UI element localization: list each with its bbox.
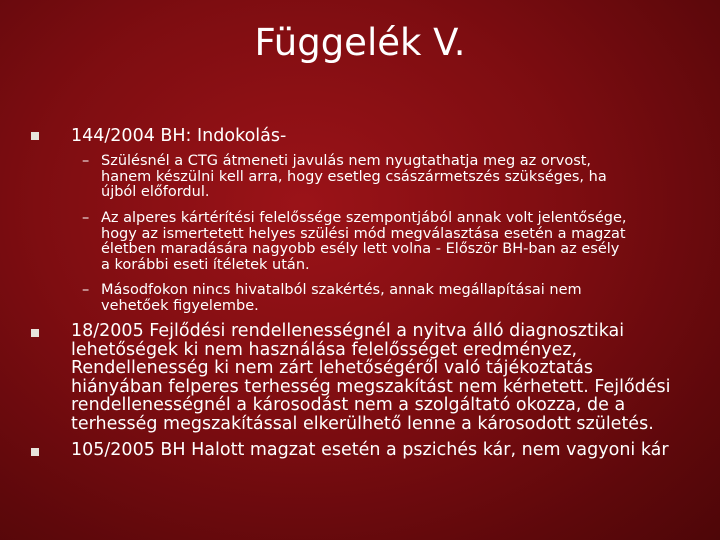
bullet-3-text <box>71 441 669 460</box>
text-line: a korábbi eseti ítéletek után. <box>101 256 310 273</box>
sub-item-1-text <box>101 154 607 201</box>
slide-title: Függelék V. <box>254 21 466 64</box>
text-line: Rendellenesség ki nem zárt lehetőségéről való tájékoztatás <box>71 358 593 379</box>
text-line: Másodfokon nincs hivatalból szakértés, annak megállapításai nem <box>101 282 582 298</box>
bullet-2-text <box>71 322 671 434</box>
text-line: 18/2005 Fejlődési rendellenességnél a nyitva álló diagnosztikai <box>71 321 625 341</box>
text-line: hiányában felperes terhesség megszakítást nem kérhetett. Fejlődési <box>71 376 671 397</box>
text-line: 105/2005 BH Halott magzat esetén a pszichés kár, nem vagyoni kár <box>71 440 669 460</box>
text-line: Szülésnél a CTG átmeneti javulás nem nyugtathatja meg az orvost, <box>101 153 592 169</box>
bullet-square-icon <box>31 132 39 140</box>
text-line: hogy az ismertetett helyes szülési mód megválasztása esetén a magzat <box>101 225 626 242</box>
text-line: vehetőek figyelembe. <box>101 297 259 314</box>
text-line: újból előfordul. <box>101 184 210 201</box>
sub-bullet-dash-icon: – <box>82 210 90 226</box>
bullet-square-icon <box>31 448 39 456</box>
text-line: Az alperes kártérítési felelőssége szempontjából annak volt jelentősége, <box>101 210 627 226</box>
sub-item-2-text <box>101 211 627 273</box>
bullet-square-icon <box>31 329 39 337</box>
text-line: terhesség megszakítással elkerülhető lenne a károsodott születés. <box>71 413 654 434</box>
text-line: rendellenességnél a károsodást nem a szolgáltató okozza, de a <box>71 395 626 416</box>
text-line: lehetőségek ki nem használása felelősséget eredményez, <box>71 339 578 360</box>
sub-bullet-dash-icon: – <box>82 282 90 298</box>
text-line: életben maradására nagyobb esély lett volna - Először BH-ban az esély <box>101 241 620 258</box>
bullet-1-text <box>71 127 286 146</box>
sub-item-3-text <box>101 283 582 314</box>
text-line: 144/2004 BH: Indokolás- <box>71 126 287 146</box>
sub-bullet-dash-icon: – <box>82 153 90 169</box>
text-line: hanem készülni kell arra, hogy esetleg császármetszés szükséges, ha <box>101 168 607 185</box>
